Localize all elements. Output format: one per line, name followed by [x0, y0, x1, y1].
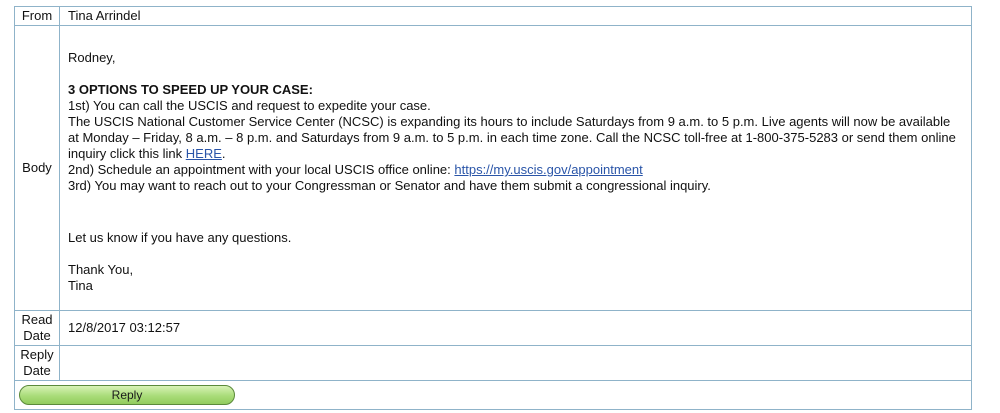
message-body [60, 26, 972, 311]
reply-date-label: Reply Date [15, 346, 60, 381]
appointment-link[interactable]: https://my.uscis.gov/appointment [454, 162, 643, 177]
message-table [14, 6, 972, 410]
option-2-text: 2nd) Schedule an appointment with your local USCIS office online: [68, 162, 455, 177]
here-link[interactable]: HERE [185, 146, 222, 161]
read-date-row [15, 311, 972, 346]
ncsc-period: . [221, 146, 226, 161]
button-row [15, 381, 972, 410]
option-3-text: 3rd) You may want to reach out to your Congressman or Senator and have them submit a congressional inquiry. [68, 178, 711, 193]
option-2-paragraph [68, 162, 963, 178]
option-1-text: 1st) You can call the USCIS and request to expedite your case. [68, 98, 431, 113]
from-row [15, 7, 972, 26]
thanks-text: Thank You, [68, 262, 134, 277]
ncsc-paragraph [68, 114, 963, 162]
reply-date-row [15, 346, 972, 381]
ncsc-text: The USCIS National Customer Service Center (NCSC) is expanding its hours to include Saturdays from 9 a.m. to 5 p.m. Live agents will now be available at Monday – Friday, 8 a.m. – 8 p.m. and Saturdays from 9 a.m. to 5 p.m. in each time zone. Call the NCSC toll-free at 1-800-375-5283 or send them online inquiry click this link [68, 114, 956, 161]
read-date-label: Read Date [15, 311, 60, 346]
read-date-value: 12/8/2017 03:12:57 [60, 311, 972, 346]
greeting: Rodney, [68, 50, 116, 65]
options-heading: 3 OPTIONS TO SPEED UP YOUR CASE: [68, 82, 313, 97]
signature-text: Tina [68, 278, 93, 293]
body-row [15, 26, 972, 311]
reply-date-value [60, 346, 972, 381]
questions-text: Let us know if you have any questions. [68, 230, 292, 245]
from-label: From [15, 7, 60, 26]
body-label: Body [15, 26, 60, 311]
button-cell [15, 381, 972, 410]
reply-button[interactable]: Reply [19, 385, 235, 405]
from-value: Tina Arrindel [60, 7, 972, 26]
